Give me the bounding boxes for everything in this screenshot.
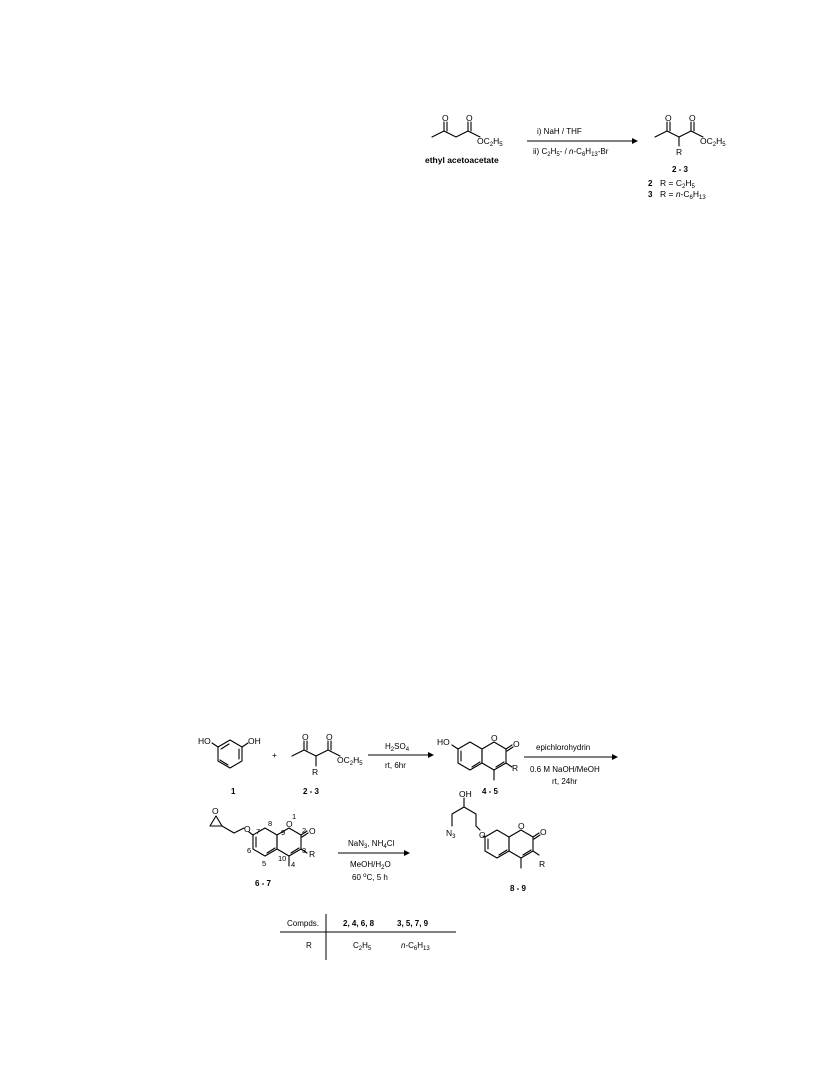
svg-text:7: 7 (256, 827, 261, 836)
variant-3-number: 3 (648, 190, 653, 199)
svg-text:6: 6 (247, 846, 252, 855)
ethyl-acetoacetate-structure (432, 113, 503, 148)
condition-nan3: NaN$_3$, $NH_4Cl$ (348, 839, 395, 850)
svg-text:N3: $N_3$ (446, 828, 456, 840)
compound-number-4-5: 4 - 5 (482, 787, 499, 796)
svg-text:1: 1 (292, 812, 297, 821)
table-row-label-r: R (306, 941, 312, 950)
table-header-compds: Compds. (287, 919, 320, 928)
coumarin-6-7-structure (210, 806, 316, 869)
svg-text:3: 3 (302, 846, 307, 855)
product-ester-group: $OC_2H_5$ (700, 136, 726, 148)
svg-text:O: O (244, 824, 251, 834)
svg-text:R: R (512, 763, 519, 773)
condition-60c-5h: 60 $^o$C, 5 h (352, 873, 388, 882)
compound-number-8-9: 8 - 9 (510, 884, 527, 893)
svg-text:O: O (302, 732, 309, 742)
resorcinol-structure (198, 736, 261, 768)
condition-h2so4: $H_2SO_4$ (385, 742, 410, 753)
table-cell-hexyl: $n-C_6H_{13}$ (401, 941, 430, 952)
svg-text:O: O (513, 739, 520, 749)
oh-label: OH (248, 736, 261, 746)
svg-text:O: O (212, 806, 219, 816)
carbonyl-o-1: O (442, 113, 449, 123)
svg-text:OH: OH (459, 789, 472, 799)
svg-text:O: O (518, 821, 525, 831)
table-cell-c2h5: $C_2H_5$ (353, 941, 372, 952)
ester-group: $OC_2H_5$ (477, 136, 503, 148)
svg-text:8: 8 (268, 819, 273, 828)
svg-text:O: O (491, 733, 498, 743)
svg-text:10: 10 (278, 854, 287, 863)
ho-label: HO (198, 736, 211, 746)
svg-text:O: O (479, 830, 486, 840)
carbonyl-o-2: O (466, 113, 473, 123)
coumarin-4-5-structure (437, 733, 520, 780)
svg-text:R: R (312, 767, 319, 777)
condition-naoh-meoh: 0.6 M NaOH/MeOH (530, 765, 600, 774)
condition-epichlorohydrin: epichlorohydrin (536, 743, 591, 752)
variant-3-r: $R = n-C_6H_{13}$ (660, 189, 706, 201)
step2-condition: ii) $C_2H_5- / n-C_6H_{13}-Br$ (533, 147, 609, 158)
svg-text:O: O (286, 819, 293, 829)
variant-2-number: 2 (648, 179, 653, 188)
variant-2-r: $R = C_2H_5$ (660, 178, 695, 190)
svg-text:9: 9 (281, 828, 286, 837)
compound-1-number: 1 (231, 787, 236, 796)
product-2-3-structure (655, 113, 726, 157)
svg-text:R: R (309, 849, 316, 859)
svg-text:4: 4 (291, 860, 296, 869)
svg-text:R: R (539, 859, 546, 869)
svg-text:O: O (326, 732, 333, 742)
reagent-2-3-structure (292, 732, 363, 777)
condition-rt-24hr: rt, 24hr (552, 777, 578, 786)
condition-meoh-h2o: MeOH/$H_2O$ (350, 860, 391, 871)
table-header-col2: 3, 5, 7, 9 (397, 919, 429, 928)
product-carbonyl-o-1: O (665, 113, 672, 123)
svg-text:O: O (540, 827, 547, 837)
svg-text:OC2H5: $OC_2H_5$ (337, 755, 363, 767)
scheme-1 (425, 113, 726, 201)
product-r-group: R (676, 147, 683, 157)
reactant-label: ethyl acetoacetate (425, 155, 499, 165)
step1-condition: i) NaH / THF (537, 127, 582, 136)
product-number-2-3: 2 - 3 (672, 165, 689, 174)
compound-number-6-7: 6 - 7 (255, 879, 272, 888)
table-header-col1: 2, 4, 6, 8 (343, 919, 375, 928)
condition-rt-6hr: rt, 6hr (385, 761, 406, 770)
product-carbonyl-o-2: O (689, 113, 696, 123)
plus-sign: + (272, 750, 277, 760)
svg-text:O: O (309, 826, 316, 836)
reagent-number-2-3: 2 - 3 (303, 787, 320, 796)
substituent-table (280, 914, 456, 960)
svg-text:2: 2 (302, 826, 307, 835)
scheme-2 (198, 732, 618, 893)
coumarin-8-9-structure (446, 789, 547, 869)
svg-text:HO: HO (437, 737, 450, 747)
svg-text:5: 5 (262, 859, 267, 868)
